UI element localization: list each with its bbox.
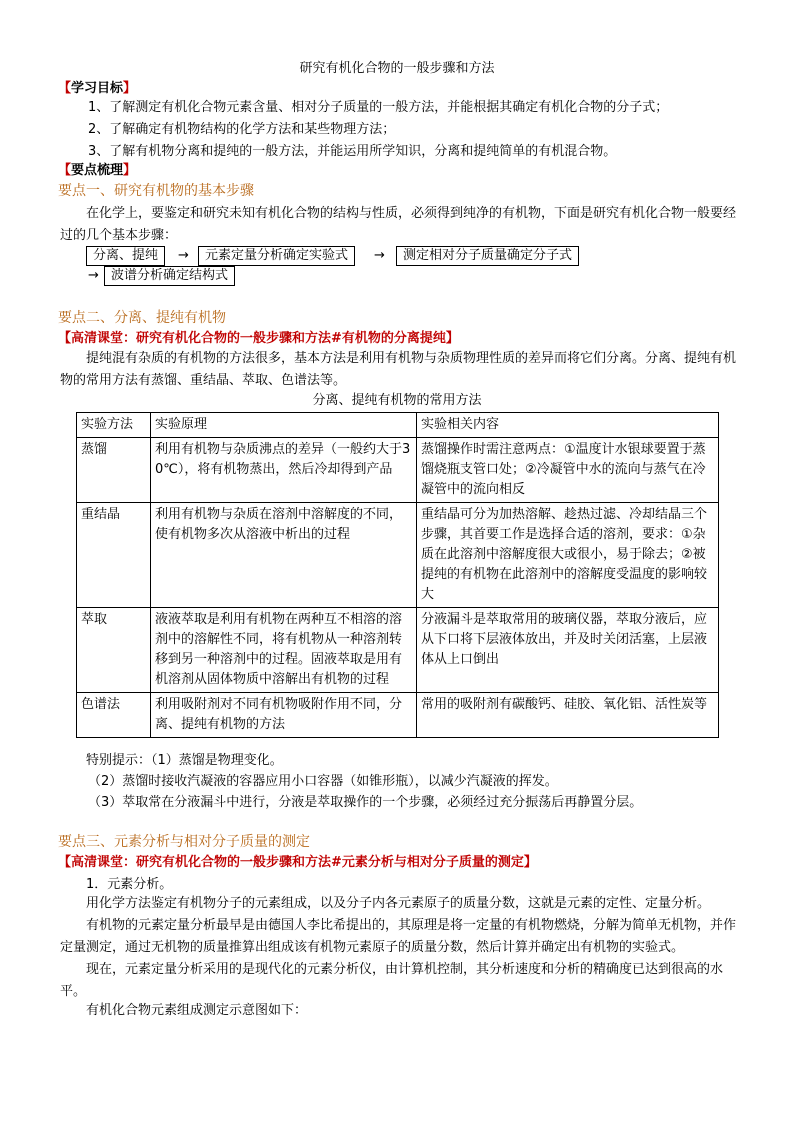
goal-item: 3、了解有机物分离和提纯的一般方法，并能运用所学知识，分离和提纯简单的有机混合物。 [88,144,617,159]
section-2-intro: 提纯混有杂质的有机物的方法很多，基本方法是利用有机物与杂质物理性质的差异而将它们分离。分离、提纯有机物的常用方法有蒸馏、重结晶、萃取、色谱法等。 [60,351,737,388]
method-cell: 萃取 [77,608,151,693]
key-points-header: 【要点梳理】 [58,163,137,178]
table-row [77,503,719,608]
principle-cell: 液液萃取是利用有机物在两种互不相溶的溶剂中的溶解性不同，将有机物从一种溶剂转移到另一种溶剂中的过程。固液萃取是用有机溶剂从固体物质中溶解出有机物的过程 [151,608,417,693]
section-2-hd-link[interactable]: 【高清课堂：研究有机化合物的一般步骤和方法#有机物的分离提纯】 [58,331,459,346]
table-row [77,693,719,738]
flow-step-empirical-formula: 元素定量分析确定实验式 [198,246,355,266]
special-note: （2）蒸馏时接收汽凝液的容器应用小口容器（如锥形瓶），以减少汽凝液的挥发。 [88,774,558,789]
content-cell: 常用的吸附剂有碳酸钙、硅胶、氧化铝、活性炭等 [417,693,719,738]
special-note: 特别提示：（1）蒸馏是物理变化。 [86,753,283,768]
flow-step-separation: 分离、提纯 [86,246,165,266]
goal-item: 2、了解确定有机物结构的化学方法和某些物理方法； [88,122,396,137]
method-cell: 重结晶 [77,503,151,608]
section-3-title: 要点三、元素分析与相对分子质量的测定 [58,834,310,850]
section-3-hd-link[interactable]: 【高清课堂：研究有机化合物的一般步骤和方法#元素分析与相对分子质量的测定】 [58,855,537,870]
section-1-title: 要点一、研究有机物的基本步骤 [58,183,254,199]
goals-header-text: 学习目标 [71,81,124,96]
content-cell: 蒸馏操作时需注意两点：①温度计水银球要置于蒸馏烧瓶支管口处；②冷凝管中水的流向与蒸气在冷凝管中的流向相反 [417,438,719,503]
method-cell: 蒸馏 [77,438,151,503]
table-header-row [77,413,719,438]
section-2-title: 要点二、分离、提纯有机物 [58,310,226,326]
flow-step-structural-formula: 波谱分析确定结构式 [104,266,235,286]
methods-table [76,412,719,738]
table-header-cell: 实验原理 [151,413,417,438]
flow-arrow: → [88,268,99,283]
page-title: 研究有机化合物的一般步骤和方法 [299,61,495,76]
content-cell: 分液漏斗是萃取常用的玻璃仪器，萃取分液后，应从下口将下层液体放出，并及时关闭活塞，上层液体从上口倒出 [417,608,719,693]
paragraph: 现在，元素定量分析采用的是现代化的元素分析仪，由计算机控制，其分析速度和分析的精确度已达到很高的水平。 [60,962,724,999]
flow-step-molecular-formula: 测定相对分子质量确定分子式 [396,246,579,266]
subsection-element-analysis: 1．元素分析。 [86,877,173,892]
table-row [77,438,719,503]
paragraph: 有机化合物元素组成测定示意图如下： [86,1003,308,1018]
goals-header: 【学习目标】 [58,81,137,96]
principle-cell: 利用吸附剂对不同有机物吸附作用不同，分离、提纯有机物的方法 [151,693,417,738]
paragraph: 用化学方法鉴定有机物分子的元素组成，以及分子内各元素原子的质量分数，这就是元素的定性、定量分析。 [86,896,711,911]
table-caption: 分离、提纯有机物的常用方法 [312,393,482,408]
paragraph: 有机物的元素定量分析最早是由德国人李比希提出的，其原理是将一定量的有机物燃烧，分解为简单无机物，并作定量测定，通过无机物的质量推算出组成该有机物元素原子的质量分数，然后计算并确定出有机物的实验式。 [60,918,737,955]
principle-cell: 利用有机物与杂质沸点的差异（一般约大于30℃），将有机物蒸出，然后冷却得到产品 [151,438,417,503]
principle-cell: 利用有机物与杂质在溶剂中溶解度的不同，使有机物多次从溶液中析出的过程 [151,503,417,608]
special-note: （3）萃取常在分液漏斗中进行，分液是萃取操作的一个步骤，必须经过充分振荡后再静置分层。 [88,795,643,810]
section-1-intro: 在化学上，要鉴定和研究未知有机化合物的结构与性质，必须得到纯净的有机物，下面是研究有机化合物一般要经过的几个基本步骤： [60,206,737,243]
table-header-cell: 实验方法 [77,413,151,438]
table-row [77,608,719,693]
goal-item: 1、了解测定有机化合物元素含量、相对分子质量的一般方法，并能根据其确定有机化合物的分子式； [88,100,669,115]
content-cell: 重结晶可分为加热溶解、趁热过滤、冷却结晶三个步骤，其首要工作是选择合适的溶剂，要求：①杂质在此溶剂中溶解度很大或很小，易于除去；②被提纯的有机物在此溶剂中的溶解度受温度的影响较大 [417,503,719,608]
table-header-cell: 实验相关内容 [417,413,719,438]
flow-arrow: → [374,248,385,263]
flow-arrow: → [178,248,189,263]
key-points-header-text: 要点梳理 [71,163,124,178]
method-cell: 色谱法 [77,693,151,738]
